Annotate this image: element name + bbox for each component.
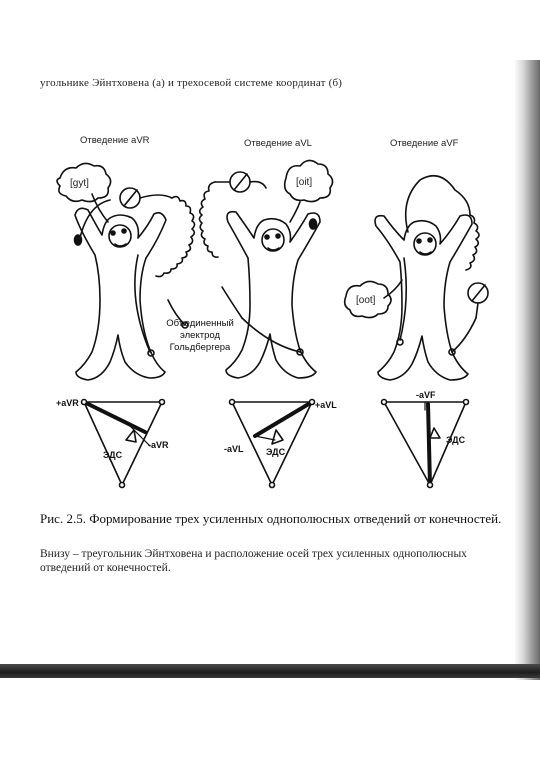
label-plus-avr: +aVR [56, 398, 79, 408]
label-minus-avr: -aVR [148, 440, 169, 450]
label-eds-2: ЭДС [266, 447, 286, 457]
bubble-text-1: [gyt] [70, 178, 89, 189]
panel-title-avf: Отведение aVF [390, 138, 459, 149]
label-plus-avl: +aVL [315, 400, 337, 410]
panel-title-avr: Отведение aVR [80, 135, 150, 146]
label-minus-avf: -aVF [416, 390, 436, 400]
panel-title-avl: Отведение aVL [244, 138, 312, 149]
figure-caption: Рис. 2.5. Формирование трех усиленных однополюсных отведений от конечностей. [40, 511, 502, 526]
bubble-text-2: [oit] [296, 177, 313, 188]
label-eds-1: ЭДС [103, 450, 123, 460]
electrode-label-line3: Гольдбергера [169, 342, 231, 353]
electrode-label-line1: Объединенный [166, 318, 234, 329]
bubble-text-3: [oot] [356, 295, 376, 306]
scan-shadow-bottom [0, 664, 540, 678]
header-text: угольнике Эйнтховена (а) и трехосевой системе координат (б) [40, 77, 343, 89]
electrode-label-line2: электрод [180, 330, 220, 341]
label-eds-3: ЭДС [446, 435, 466, 445]
figure-caption-subtext: Внизу – треугольник Эйнтховена и расположение осей трех усиленных однополюсных отведений от конечностей. [40, 548, 467, 574]
label-minus-avl: -aVL [224, 444, 244, 454]
figure-panel-avf [345, 176, 488, 380]
